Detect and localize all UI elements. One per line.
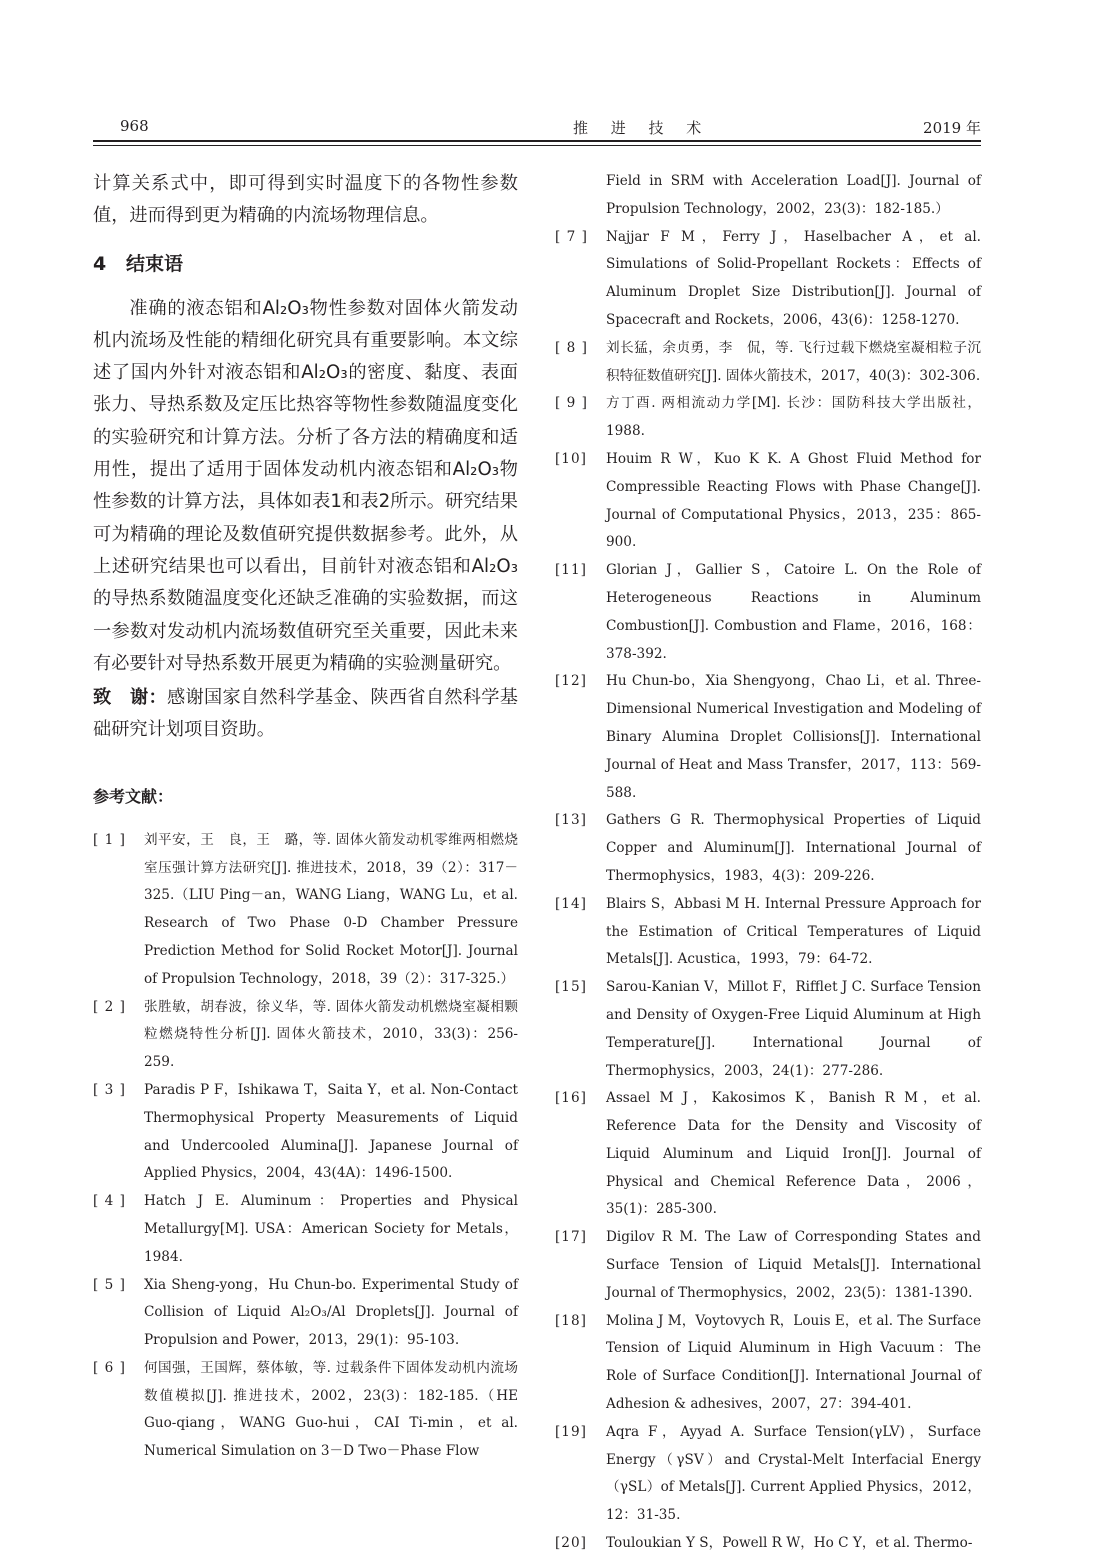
publication-year: 2019 年: [923, 119, 981, 137]
reference-item: [93, 827, 518, 994]
page-number: 968: [120, 117, 149, 135]
reference-item: [93, 1355, 518, 1466]
reference-text: Houim R W，Kuo K K. A Ghost Fluid Method for Compressible Reacting Flows with Phase Change[J]. Journal of Computational Physics，2013，235：865-900.: [606, 450, 981, 551]
reference-item: [555, 557, 981, 668]
reference-index: [ 8 ]: [555, 339, 588, 356]
section-number: 4: [93, 252, 107, 275]
reference-index: [ 7 ]: [555, 228, 588, 245]
conclusion-paragraph: 准确的液态铝和Al₂O₃物性参数对固体火箭发动机内流场及性能的精细化研究具有重要影响。本文综述了国内外针对液态铝和Al₂O₃的密度、黏度、表面张力、导热系数及定压比热容等物性参数随温度变化的实验研究和计算方法。分析了各方法的精确度和适用性，提出了适用于固体发动机内液态铝和Al₂O₃物性参数的计算方法，具体如表1和表2所示。研究结果可为精确的理论及数值研究提供数据参考。此外，从上述研究结果也可以看出，目前针对液态铝和Al₂O₃的导热系数随温度变化还缺乏准确的实验数据，而这一参数对发动机内流场数值研究至关重要，因此未来有必要针对导热系数开展更为精确的实验测量研究。: [93, 297, 518, 674]
reference-text: Xia Sheng-yong，Hu Chun-bo. Experimental Study of Collision of Liquid Al₂O₃/Al Droplets[J]. Journal of Propulsion and Power，2013，29(1)：95-103.: [144, 1276, 518, 1349]
reference-item: [555, 446, 981, 557]
reference-text: 刘平安，王 良，王 璐，等. 固体火箭发动机零维两相燃烧室压强计算方法研究[J]. 推进技术，2018，39（2）：317－325.（LIU Ping－an，WANG Liang，WANG Lu，et al. Research of Two Phase 0-D Chamber Pressure Prediction Method for Solid Rocket Motor[J]. Journal of Propulsion Technology，2018，39（2）：317-325.）: [144, 831, 518, 987]
reference-text: Molina J M，Voytovych R，Louis E，et al. The Surface Tension of Liquid Aluminum in High Vacuum：The Role of Surface Condition[J]. International Journal of Adhesion & adhesives，2007，27：394-401.: [606, 1312, 981, 1413]
reference-item: [555, 1419, 981, 1530]
right-column: [555, 168, 981, 1558]
reference-text: Hatch J E. Aluminum：Properties and Physical Metallurgy[M]. USA：American Society for Metals，1984.: [144, 1193, 518, 1265]
reference-text: Touloukian Y S，Powell R W，Ho C Y，et al. Thermo-: [606, 1535, 973, 1552]
reference-item: [555, 974, 981, 1085]
reference-item: [93, 1272, 518, 1355]
reference-item: [555, 1224, 981, 1307]
reference-item: [555, 224, 981, 335]
acknowledgement: [93, 682, 518, 747]
reference-text: 刘长猛，余贞勇，李 侃，等. 飞行过载下燃烧室凝相粒子沉积特征数值研究[J]. 固体火箭技术，2017，40(3)：302-306.: [606, 339, 981, 384]
acknowledgement-text: 感谢国家自然科学基金、陕西省自然科学基础研究计划项目资助。: [93, 687, 518, 741]
reference-item: [555, 891, 981, 974]
reference-text: Blairs S，Abbasi M H. Internal Pressure Approach for the Estimation of Critical Temperatures of Liquid Metals[J]. Acustica，1993，79：64-72.: [606, 895, 981, 968]
reference-index: [17]: [555, 1229, 587, 1246]
reference-index: [18]: [555, 1312, 587, 1329]
reference-index: [20]: [555, 1535, 587, 1552]
reference-index: [14]: [555, 895, 587, 912]
intro-paragraph: 计算关系式中，即可得到实时温度下的各物性参数值，进而得到更为精确的内流场物理信息。: [93, 173, 518, 227]
reference-text: Aqra F，Ayyad A. Surface Tension(γLV)，Surface Energy（γSV）and Crystal-Melt Interfacial Energy（γSL）of Metals[J]. Current Applied Physics，2012，12：31-35.: [606, 1423, 981, 1524]
section-title: 结束语: [126, 252, 184, 275]
section-heading: [93, 250, 518, 278]
reference-index: [19]: [555, 1423, 587, 1440]
reference-item: [555, 807, 981, 890]
reference-index: [11]: [555, 562, 587, 579]
journal-name: 推 进 技 术: [573, 119, 711, 137]
reference-text: Sarou-Kanian V，Millot F，Rifflet J C. Surface Tension and Density of Oxygen-Free Liquid Aluminum at High Temperature[J]. International Journal of Thermophysics，2003，24(1)：277-286.: [606, 979, 981, 1079]
reference-item: [555, 668, 981, 807]
reference-index: [ 4 ]: [93, 1193, 126, 1210]
reference-item: [555, 1085, 981, 1224]
reference-text: Hu Chun-bo，Xia Shengyong，Chao Li，et al. Three-Dimensional Numerical Investigation and Modeling of Binary Alumina Droplet Collisions[J]. International Journal of Heat and Mass Transfer，2017，113：569-588.: [606, 673, 981, 801]
header-rule-thick: [93, 140, 981, 142]
reference-item: [93, 1077, 518, 1188]
reference-item: [93, 994, 518, 1077]
reference-index: [ 2 ]: [93, 998, 126, 1015]
reference-index: [ 9 ]: [555, 395, 588, 412]
left-column: [93, 168, 518, 1466]
reference-text: 方丁酉. 两相流动力学[M]. 长沙：国防科技大学出版社，1988.: [606, 395, 981, 440]
reference-item: [555, 1530, 981, 1558]
reference-index: [ 6 ]: [93, 1359, 126, 1376]
reference-text: Paradis P F，Ishikawa T，Saita Y，et al. Non-Contact Thermophysical Property Measurements of Liquid and Undercooled Alumina[J]. Japanese Journal of Applied Physics，2004，43(4A)：1496-1500.: [144, 1081, 518, 1182]
reference-text: Glorian J，Gallier S，Catoire L. On the Role of Heterogeneous Reactions in Aluminum Combustion[J]. Combustion and Flame，2016，168：378-392.: [606, 562, 981, 662]
reference-index: [12]: [555, 673, 587, 690]
reference-text: Najjar F M，Ferry J，Haselbacher A，et al. Simulations of Solid-Propellant Rockets：Effects of Aluminum Droplet Size Distribution[J]. Journal of Spacecraft and Rockets，2006，43(6)：1258-1270.: [606, 228, 981, 328]
reference-index: [16]: [555, 1090, 587, 1107]
reference-item: [93, 1188, 518, 1271]
references-heading: 参考文献：: [93, 786, 174, 806]
reference-index: [ 3 ]: [93, 1081, 126, 1098]
reference-text: Assael M J，Kakosimos K，Banish R M，et al. Reference Data for the Density and Viscosity of Liquid Aluminum and Liquid Iron[J]. Journal of Physical and Chemical Reference Data，2006，35(1)：285-300.: [606, 1090, 981, 1218]
reference-item: [555, 390, 981, 446]
reference-text: Field in SRM with Acceleration Load[J]. Journal of Propulsion Technology，2002，23(3)：182-185.）: [606, 173, 981, 217]
reference-text: 张胜敏，胡春波，徐义华，等. 固体火箭发动机燃烧室凝相颗粒燃烧特性分析[J]. 固体火箭技术，2010，33(3)：256-259.: [144, 998, 518, 1071]
reference-index: [10]: [555, 450, 587, 467]
reference-item: [555, 1308, 981, 1419]
reference-index: [15]: [555, 979, 587, 996]
reference-index: [13]: [555, 812, 587, 829]
reference-text: Gathers G R. Thermophysical Properties of Liquid Copper and Aluminum[J]. International Journal of Thermophysics，1983，4(3)：209-226.: [606, 812, 981, 884]
reference-item: [555, 335, 981, 391]
page-header: [93, 117, 981, 139]
reference-item-continued: [555, 168, 981, 224]
acknowledgement-label: 致 谢：: [93, 687, 167, 709]
header-rule-thin: [93, 145, 981, 146]
reference-text: 何国强，王国辉，蔡体敏，等. 过载条件下固体发动机内流场数值模拟[J]. 推进技术，2002，23(3)：182-185.（HE Guo-qiang，WANG Guo-hui，CAI Ti-min，et al. Numerical Simulation on 3－D Two－Phase Flow: [144, 1359, 518, 1460]
reference-index: [ 1 ]: [93, 831, 126, 848]
reference-text: Digilov R M. The Law of Corresponding States and Surface Tension of Liquid Metals[J]. International Journal of Thermophysics，2002，23(5)：1381-1390.: [606, 1229, 981, 1301]
reference-index: [ 5 ]: [93, 1276, 126, 1293]
